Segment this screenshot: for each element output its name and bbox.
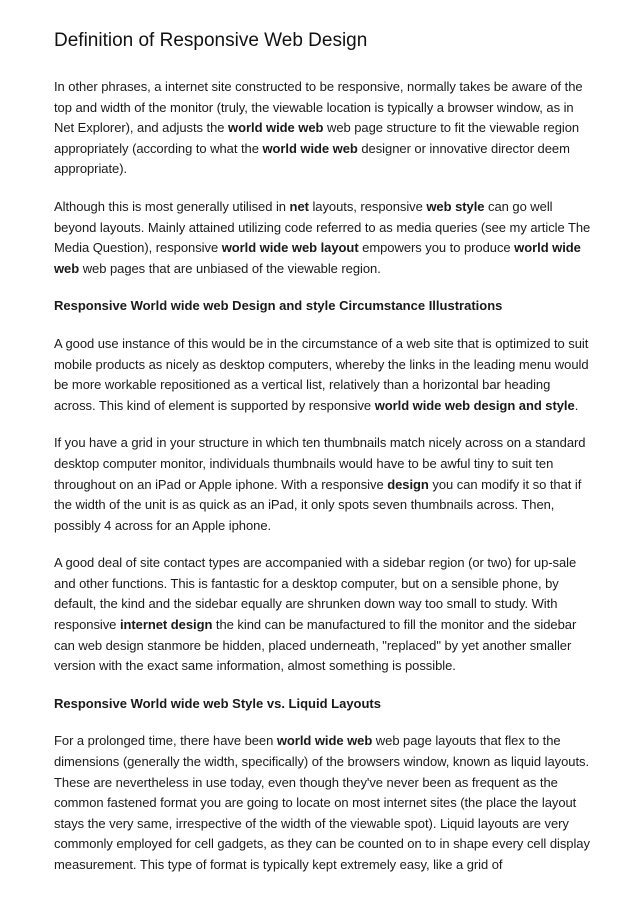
paragraph-text: web pages that are unbiased of the viewable region. [79, 260, 381, 276]
paragraph-text: In other phrases, a internet site constructed to be responsive, normally takes be aware of the top and width of the monitor (truly, the viewable location is typically a browser window, as in Net Explorer), and adjusts the [54, 79, 583, 136]
keyword-bold: world wide web layout [221, 240, 359, 256]
paragraph-text: empowers you to produce [358, 240, 515, 256]
paragraph-text: . [574, 397, 579, 413]
keyword-bold: web style [426, 198, 485, 214]
body-paragraph [54, 731, 594, 875]
body-paragraph [54, 553, 594, 677]
paragraph-text: web page layouts that flex to the dimensions (generally the width, specifically) of the browsers window, known as liquid layouts. These are nevertheless in use today, even though they've never been as frequent as the common fastened format you are going to locate on most internet sites (the place the layout stays the very same, irrespective of the width of the viewable spot). Liquid layouts are very commonly employed for cell gadgets, as they can be counted on to in shape every cell display measurement. This type of format is typically kept extremely easy, like a grid of [54, 733, 590, 872]
paragraph-text: Although this is most generally utilised in [54, 198, 290, 214]
section-heading: Responsive World wide web Design and style Circumstance Illustrations [54, 298, 503, 314]
paragraph-text: can go well beyond layouts. Mainly attained utilizing code referred to as media queries (see my article The Media Question), responsive [54, 198, 591, 256]
paragraph-text: layouts, responsive [308, 198, 427, 214]
paragraph-text: A good use instance of this would be in the circumstance of a web site that is optimized to suit mobile products as nicely as desktop computers, whereby the links in the leading menu would be more workable repositioned as a vertical list, relatively than a horizontal bar heading across. This kind of element is supported by responsive [54, 335, 589, 413]
paragraph-text: web page structure to fit the viewable region appropriately (according to what the [54, 120, 580, 156]
keyword-bold: world wide web [262, 140, 358, 156]
paragraph-text: you can modify it so that if the width of the unit is as quick as an iPad, it only spots seven thumbnails across. Then, possibly 4 across for an Apple iphone. [54, 476, 582, 533]
keyword-bold: world wide web [276, 733, 373, 749]
document-title: Definition of Responsive Web Design [54, 30, 368, 51]
paragraph-text: designer or innovative director deem appropriate). [54, 140, 570, 177]
document-body [54, 77, 594, 876]
body-paragraph [54, 77, 594, 180]
document-page [54, 29, 594, 893]
body-paragraph [54, 433, 594, 536]
keyword-bold: internet design [119, 617, 213, 633]
keyword-bold: design [387, 476, 429, 492]
paragraph-text: A good deal of site contact types are accompanied with a sidebar region (or two) for up-sale and other functions. This is fantastic for a desktop computer, but on a sensible phone, by default, the kind and the sidebar equally are shrunken down way too small to study. With responsive [54, 555, 577, 633]
section-heading: Responsive World wide web Style vs. Liquid Layouts [54, 695, 381, 711]
body-paragraph [54, 334, 594, 416]
body-paragraph [54, 197, 594, 279]
keyword-bold: world wide web [54, 240, 581, 276]
paragraph-text: For a prolonged time, there have been [54, 733, 277, 749]
paragraph-text: If you have a grid in your structure in which ten thumbnails match nicely across on a standard desktop computer monitor, individuals thumbnails would have to be awful tiny to suit ten throughout on an iPad or Apple iphone. With a responsive [54, 435, 586, 492]
keyword-bold: net [289, 198, 309, 214]
keyword-bold: world wide web design and style [374, 397, 575, 413]
paragraph-text: the kind can be manufactured to fill the monitor and the sidebar can web design stanmore be hidden, placed underneath, "replaced" by yet another smaller version with the exact same information, almost something is possible. [54, 617, 577, 674]
keyword-bold: world wide web [228, 120, 324, 136]
